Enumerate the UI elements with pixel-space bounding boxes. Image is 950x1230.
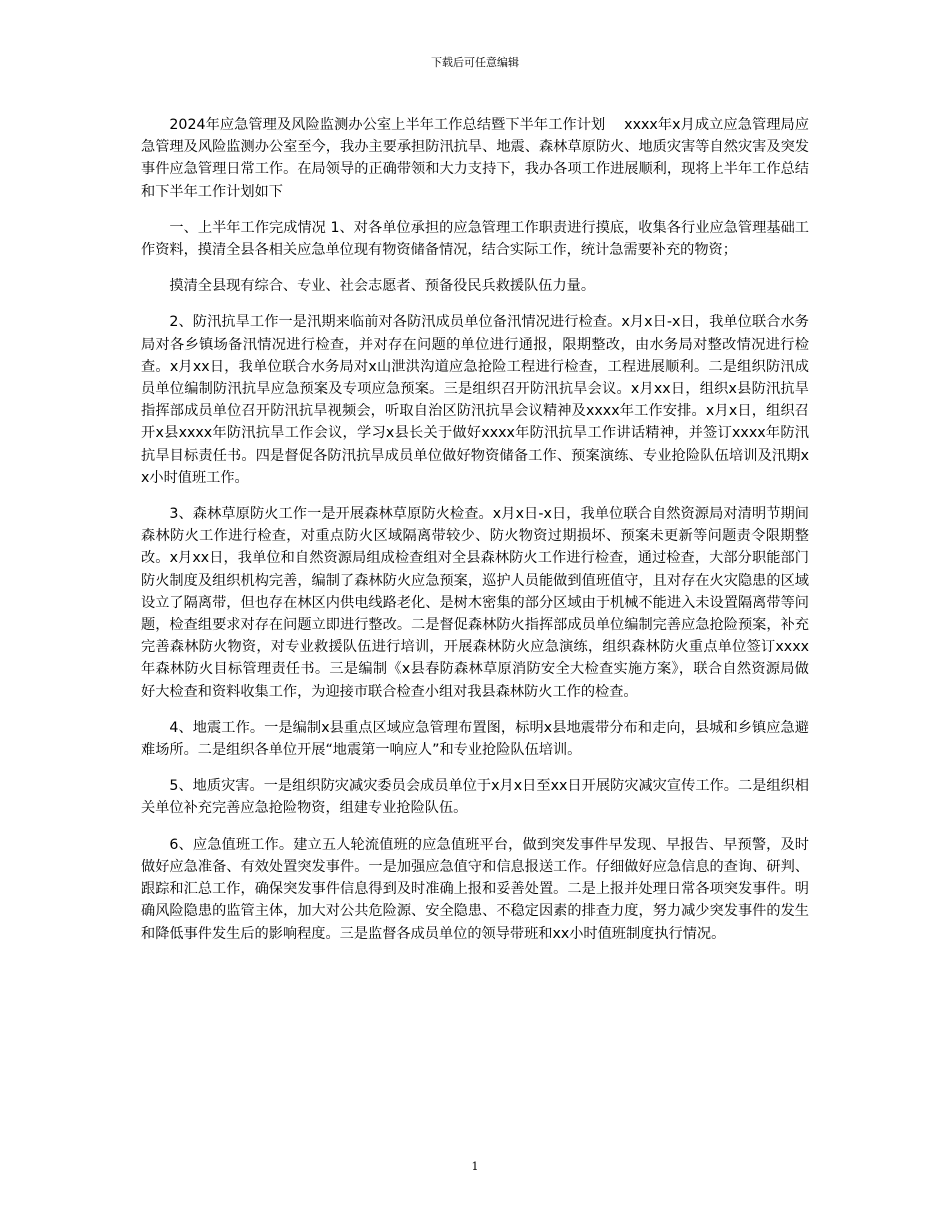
paragraph-section-1: 一、上半年工作完成情况 1、对各单位承担的应急管理工作职责进行摸底，收集各行业应急管理基础工作资料，摸清全县各相关应急单位现有物资储备情况，结合实际工作，统计急需要补充的物资； — [141, 219, 809, 259]
paragraph-intro: 2024年应急管理及风险监测办公室上半年工作总结暨下半年工作计划 xxxx年x月成立应急管理局应急管理及风险监测办公室至今，我办主要承担防汛抗旱、地震、森林草原防火、地质灾害等自然灾害及突发事件应急管理日常工作。在局领导的正确带领和大力支持下，我办各项工作进展顺利，现将上半年工作总结和下半年工作计划如下 — [141, 117, 809, 200]
paragraph-rescue-teams: 摸清全县现有综合、专业、社会志愿者、预备役民兵救援队伍力量。 — [169, 278, 596, 295]
paragraph-earthquake: 4、地震工作。一是编制x县重点区域应急管理布置图，标明x县地震带分布和走向，县城和乡镇应急避难场所。二是组织各单位开展“地震第一响应人”和专业抢险队伍培训。 — [141, 719, 809, 759]
page-header-note: 下载后可任意编辑 — [431, 56, 519, 69]
paragraph-emergency-duty: 6、应急值班工作。建立五人轮流值班的应急值班平台，做到突发事件早发现、早报告、早预警，及时做好应急准备、有效处置突发事件。一是加强应急值守和信息报送工作。仔细做好应急信息的查询、研判、跟踪和汇总工作，确保突发事件信息得到及时准确上报和妥善处置。二是上报并处理日常各项突发事件。明确风险隐患的监管主体，加大对公共危险源、安全隐患、不稳定因素的排查力度，努力减少突发事件的发生和降低事件发生后的影响程度。三是监督各成员单位的领导带班和xx小时值班制度执行情况。 — [141, 836, 809, 942]
paragraph-flood-drought: 2、防汛抗旱工作一是汛期来临前对各防汛成员单位备汛情况进行检查。x月x日-x日，我单位联合水务局对各乡镇场备汛情况进行检查，并对存在问题的单位进行通报，限期整改，由水务局对整改情况进行检查。x月xx日，我单位联合水务局对x山泄洪沟道应急抢险工程进行检查，工程进展顺利。二是组织防汛成员单位编制防汛抗旱应急预案及专项应急预案。三是组织召开防汛抗旱会议。x月xx日，组织x县防汛抗旱指挥部成员单位召开防汛抗旱视频会，听取自治区防汛抗旱会议精神及xxxx年工作安排。x月x日，组织召开x县xxxx年防汛抗旱工作会议，学习x县长关于做好xxxx年防汛抗旱工作讲话精神，并签订xxxx年防汛抗旱目标责任书。四是督促各防汛抗旱成员单位做好物资储备工作、预案演练、专业抢险队伍培训及汛期xx小时值班工作。 — [141, 314, 809, 486]
document-body — [141, 114, 809, 959]
paragraph-forest-fire: 3、森林草原防火工作一是开展森林草原防火检查。x月x日-x日，我单位联合自然资源局对清明节期间森林防火工作进行检查，对重点防火区域隔离带较少、防火物资过期损坏、预案未更新等问题责令限期整改。x月xx日，我单位和自然资源局组成检查组对全县森林防火工作进行检查，通过检查，大部分职能部门防火制度及组织机构完善，编制了森林防火应急预案，巡护人员能做到值班值守，且对存在火灾隐患的区域设立了隔离带，但也存在林区内供电线路老化、是树木密集的部分区域由于机械不能进入未设置隔离带等问题，检查组要求对存在问题立即进行整改。二是督促森林防火指挥部成员单位编制完善应急抢险预案，补充完善森林防火物资，对专业救援队伍进行培训，开展森林防火应急演练，组织森林防火重点单位签订xxxx年森林防火目标管理责任书。三是编制《x县春防森林草原消防安全大检查实施方案》，联合自然资源局做好大检查和资料收集工作，为迎接市联合检查小组对我县森林防火工作的检查。 — [141, 506, 809, 700]
page-number: 1 — [471, 1160, 479, 1173]
paragraph-geological-disaster: 5、地质灾害。一是组织防灾减灾委员会成员单位于x月x日至xx日开展防灾减灾宣传工作。二是组织相关单位补充完善应急抢险物资，组建专业抢险队伍。 — [141, 778, 809, 817]
